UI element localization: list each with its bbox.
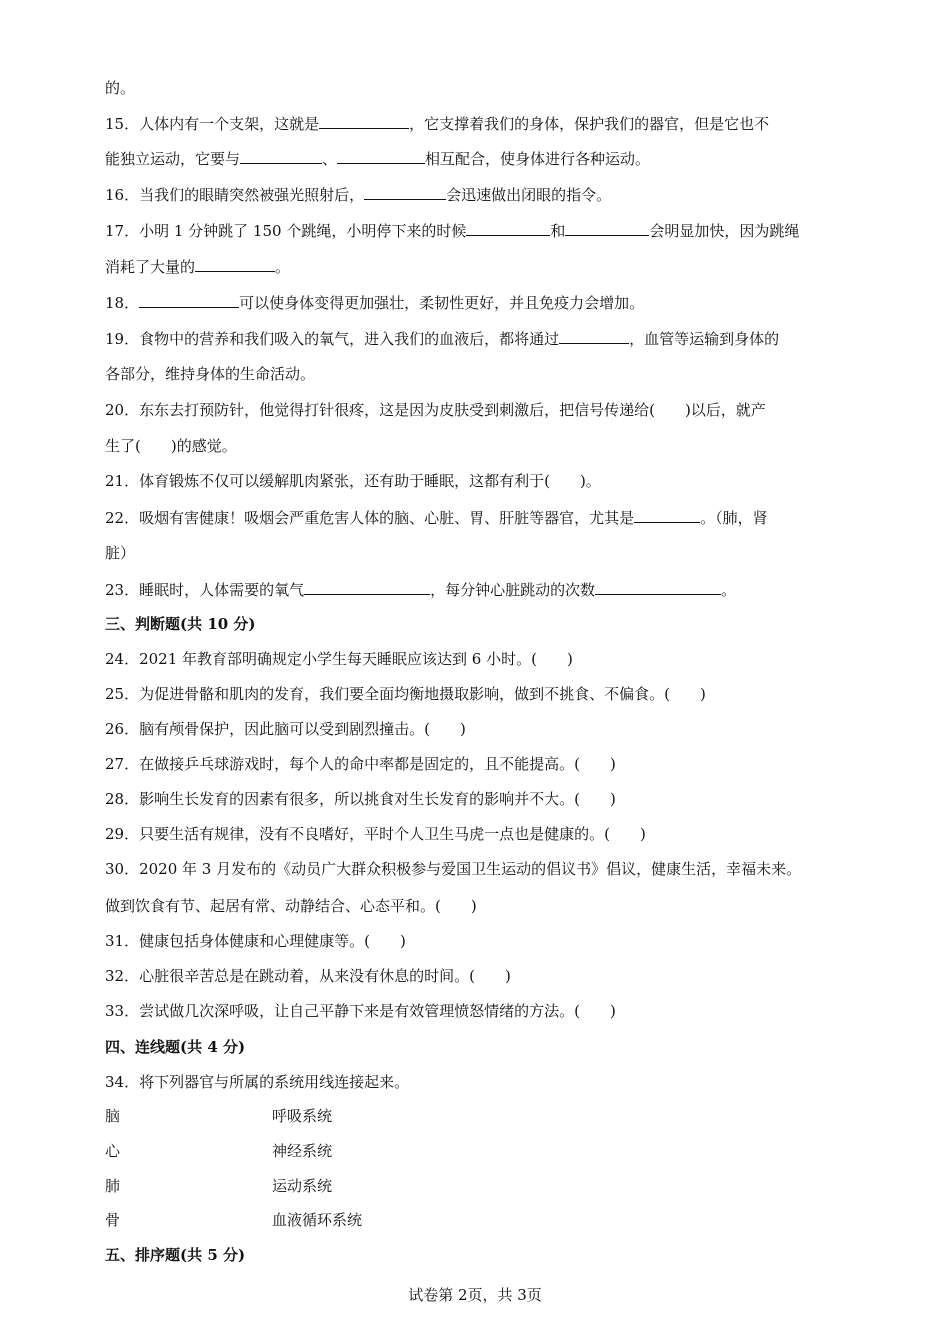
question-30-line-1: 30．2020 年 3 月发布的《动员广大群众积极参与爱国卫生运动的倡议书》倡议，健康生活，幸福未来。 bbox=[105, 860, 802, 878]
organ-item[interactable]: 骨 bbox=[105, 1211, 121, 1229]
answer-blank[interactable] bbox=[195, 256, 275, 272]
question-28: 28．影响生长发育的因素有很多，所以挑食对生长发育的影响并不大。( ) bbox=[105, 790, 616, 808]
organ-item[interactable]: 心 bbox=[105, 1142, 121, 1160]
question-22-line-2: 脏） bbox=[105, 544, 136, 562]
answer-blank[interactable] bbox=[565, 220, 649, 236]
question-17-line-1: 17．小明 1 分钟跳了 150 个跳绳，小明停下来的时候 和 会明显加快，因为跳绳 bbox=[105, 222, 800, 240]
organ-item[interactable]: 肺 bbox=[105, 1177, 121, 1195]
answer-blank[interactable] bbox=[634, 507, 700, 523]
section-4-heading: 四、连线题(共 4 分) bbox=[105, 1038, 246, 1056]
question-15-line-2: 能独立运动，它要与 、 相互配合，使身体进行各种运动。 bbox=[105, 150, 651, 168]
section-3-heading: 三、判断题(共 10 分) bbox=[105, 615, 256, 633]
answer-blank[interactable] bbox=[466, 220, 550, 236]
organ-item[interactable]: 脑 bbox=[105, 1107, 121, 1125]
question-24: 24．2021 年教育部明确规定小学生每天睡眠应该达到 6 小时。( ) bbox=[105, 650, 573, 668]
question-20-line-2: 生了( )的感觉。 bbox=[105, 437, 237, 455]
question-21: 21．体育锻炼不仅可以缓解肌肉紧张，还有助于睡眠，这都有利于( )。 bbox=[105, 472, 601, 490]
question-27: 27．在做接乒乓球游戏时，每个人的命中率都是固定的，且不能提高。( ) bbox=[105, 755, 616, 773]
question-29: 29．只要生活有规律，没有不良嗜好，平时个人卫生马虎一点也是健康的。( ) bbox=[105, 825, 646, 843]
section-5-heading: 五、排序题(共 5 分) bbox=[105, 1246, 246, 1264]
question-30-line-2: 做到饮食有节、起居有常、动静结合、心态平和。( ) bbox=[105, 897, 477, 915]
question-16: 16．当我们的眼睛突然被强光照射后， 会迅速做出闭眼的指令。 bbox=[105, 186, 612, 204]
answer-blank[interactable] bbox=[319, 113, 409, 129]
question-31: 31．健康包括身体健康和心理健康等。( ) bbox=[105, 932, 406, 950]
question-19-line-2: 各部分，维持身体的生命活动。 bbox=[105, 365, 316, 383]
question-19-line-1: 19．食物中的营养和我们吸入的氧气，进入我们的血液后，都将通过 ，血管等运输到身体的 bbox=[105, 330, 780, 348]
question-32: 32．心脏很辛苦总是在跳动着，从来没有休息的时间。( ) bbox=[105, 967, 511, 985]
question-18: 18． 可以使身体变得更加强壮，柔韧性更好，并且免疫力会增加。 bbox=[105, 294, 645, 312]
question-26: 26．脑有颅骨保护，因此脑可以受到剧烈撞击。( ) bbox=[105, 720, 466, 738]
answer-blank[interactable] bbox=[364, 184, 446, 200]
answer-blank[interactable] bbox=[559, 328, 629, 344]
answer-blank[interactable] bbox=[595, 579, 721, 595]
question-23: 23．睡眠时，人体需要的氧气 ，每分钟心脏跳动的次数 。 bbox=[105, 581, 737, 599]
continued-text: 的。 bbox=[105, 79, 136, 97]
system-item[interactable]: 运动系统 bbox=[272, 1177, 333, 1195]
answer-blank[interactable] bbox=[240, 148, 322, 164]
answer-blank[interactable] bbox=[139, 292, 239, 308]
question-15-line-1: 15．人体内有一个支架，这就是 ，它支撑着我们的身体，保护我们的器官，但是它也不 bbox=[105, 115, 770, 133]
question-22-line-1: 22．吸烟有害健康！吸烟会严重危害人体的脑、心脏、胃、肝脏等器官，尤其是 。（肺，肾 bbox=[105, 509, 768, 527]
question-20-line-1: 20．东东去打预防针，他觉得打针很疼，这是因为皮肤受到刺激后，把信号传递给( )以后，就产 bbox=[105, 401, 766, 419]
page-footer: 试卷第 2页，共 3页 bbox=[408, 1286, 542, 1304]
question-33: 33．尝试做几次深呼吸，让自己平静下来是有效管理愤怒情绪的方法。( ) bbox=[105, 1002, 616, 1020]
system-item[interactable]: 血液循环系统 bbox=[272, 1211, 363, 1229]
question-25: 25．为促进骨骼和肌肉的发育，我们要全面均衡地摄取影响，做到不挑食、不偏食。( ) bbox=[105, 685, 706, 703]
system-item[interactable]: 神经系统 bbox=[272, 1142, 333, 1160]
answer-blank[interactable] bbox=[337, 148, 425, 164]
question-34: 34．将下列器官与所属的系统用线连接起来。 bbox=[105, 1073, 410, 1091]
system-item[interactable]: 呼吸系统 bbox=[272, 1107, 333, 1125]
answer-blank[interactable] bbox=[304, 579, 430, 595]
question-17-line-2: 消耗了大量的 。 bbox=[105, 258, 291, 276]
